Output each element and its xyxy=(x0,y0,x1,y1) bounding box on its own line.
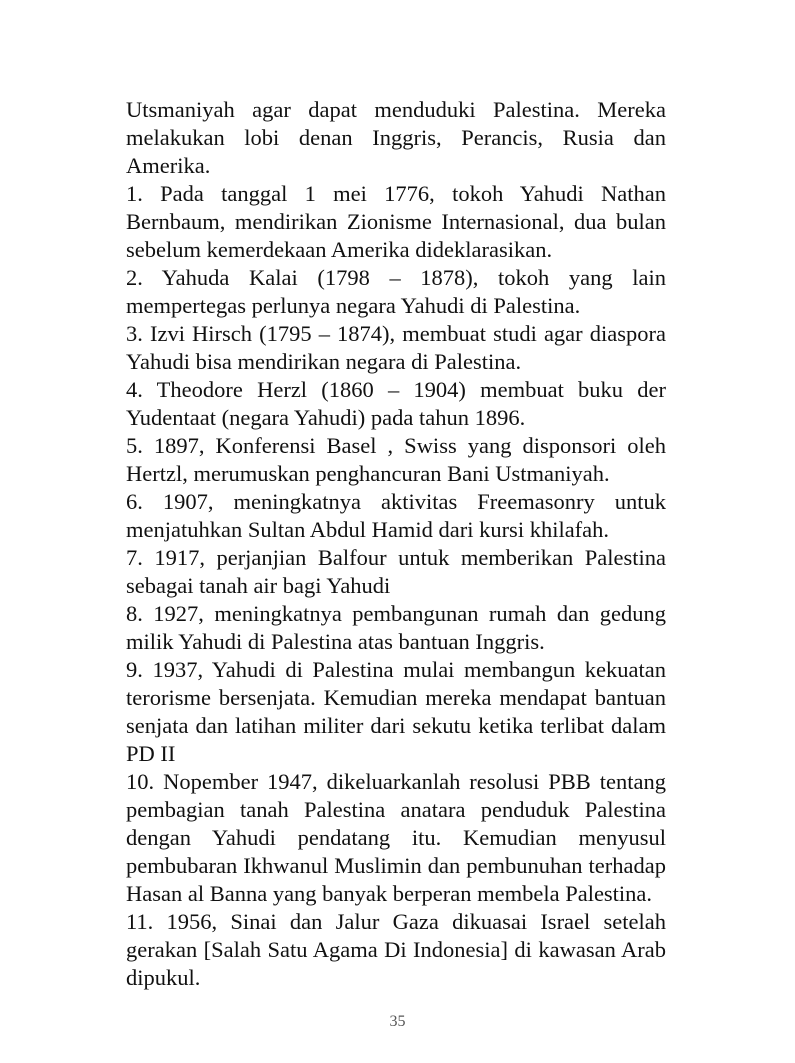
paragraph: 2. Yahuda Kalai (1798 – 1878), tokoh yang lain mempertegas perlunya negara Yahudi di Palestina. xyxy=(126,265,666,318)
paragraph: 8. 1927, meningkatnya pembangunan rumah dan gedung milik Yahudi di Palestina atas bantuan Inggris. xyxy=(126,601,666,654)
paragraph: Utsmaniyah agar dapat menduduki Palestina. Mereka melakukan lobi denan Inggris, Perancis, Rusia dan Amerika. xyxy=(126,97,666,178)
paragraph: 7. 1917, perjanjian Balfour untuk memberikan Palestina sebagai tanah air bagi Yahudi xyxy=(126,545,666,598)
paragraph: 9. 1937, Yahudi di Palestina mulai membangun kekuatan terorisme bersenjata. Kemudian mereka mendapat bantuan senjata dan latihan militer dari sekutu ketika terlibat dalam PD II xyxy=(126,657,666,766)
page-number: 35 xyxy=(389,1013,406,1030)
paragraph: 5. 1897, Konferensi Basel , Swiss yang disponsori oleh Hertzl, merumuskan penghancuran Bani Ustmaniyah. xyxy=(126,433,666,486)
paragraph: 6. 1907, meningkatnya aktivitas Freemasonry untuk menjatuhkan Sultan Abdul Hamid dari kursi khilafah. xyxy=(126,489,666,542)
body-text xyxy=(126,96,666,992)
paragraph: 3. Izvi Hirsch (1795 – 1874), membuat studi agar diaspora Yahudi bisa mendirikan negara di Palestina. xyxy=(126,321,666,374)
paragraph: 1. Pada tanggal 1 mei 1776, tokoh Yahudi Nathan Bernbaum, mendirikan Zionisme Internasional, dua bulan sebelum kemerdekaan Amerika dideklarasikan. xyxy=(126,181,666,262)
paragraph: 10. Nopember 1947, dikeluarkanlah resolusi PBB tentang pembagian tanah Palestina anatara penduduk Palestina dengan Yahudi pendatang itu. Kemudian menyusul pembubaran Ikhwanul Muslimin dan pembunuhan terhadap Hasan al Banna yang banyak berperan membela Palestina. xyxy=(126,769,666,906)
paragraph: 4. Theodore Herzl (1860 – 1904) membuat buku der Yudentaat (negara Yahudi) pada tahun 1896. xyxy=(126,377,666,430)
paragraph: 11. 1956, Sinai dan Jalur Gaza dikuasai Israel setelah gerakan [Salah Satu Agama Di Indonesia] di kawasan Arab dipukul. xyxy=(126,909,666,990)
